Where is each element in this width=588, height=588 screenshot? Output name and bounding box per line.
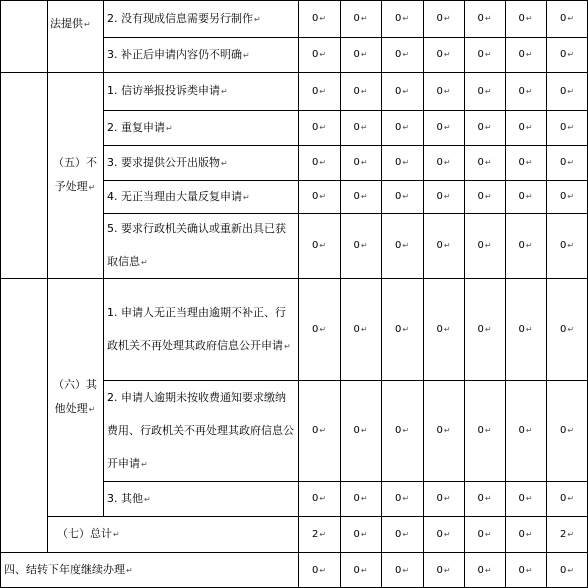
value-cell bbox=[298, 516, 340, 552]
paragraph-mark: ↵ bbox=[402, 123, 410, 132]
paragraph-mark: ↵ bbox=[402, 14, 410, 23]
grid-line-vertical bbox=[0, 0, 1, 588]
cell-value: 0 bbox=[353, 528, 360, 540]
row-label: 3. 要求提供公开出版物 bbox=[107, 155, 220, 169]
paragraph-mark: ↵ bbox=[319, 192, 327, 201]
cell-value: 0 bbox=[394, 564, 402, 576]
value-cell bbox=[464, 72, 505, 110]
paragraph-mark: ↵ bbox=[525, 123, 533, 132]
value-cell bbox=[423, 516, 464, 552]
cell-value: 0 bbox=[477, 49, 484, 60]
cell-value: 0 bbox=[311, 493, 319, 504]
paragraph-mark: ↵ bbox=[484, 494, 492, 503]
cell-value: 0 bbox=[518, 323, 525, 335]
cell-value: 0 bbox=[311, 122, 319, 133]
paragraph-mark: ↵ bbox=[141, 459, 148, 469]
paragraph-mark: ↵ bbox=[484, 529, 492, 539]
cell-value: 0 bbox=[477, 191, 484, 202]
value-cell bbox=[381, 145, 423, 180]
row-label-cell bbox=[103, 481, 298, 516]
value-cell bbox=[546, 552, 588, 588]
row-label-cell bbox=[103, 213, 298, 278]
paragraph-mark: ↵ bbox=[144, 494, 151, 504]
paragraph-mark: ↵ bbox=[402, 494, 410, 503]
value-cell bbox=[505, 213, 546, 278]
value-cell bbox=[464, 0, 505, 37]
value-cell bbox=[423, 180, 464, 213]
value-cell bbox=[505, 516, 546, 552]
paragraph-mark: ↵ bbox=[319, 426, 327, 435]
value-cell bbox=[546, 37, 588, 72]
cell-value: 0 bbox=[518, 85, 525, 97]
value-cell bbox=[381, 110, 423, 145]
value-cell bbox=[546, 0, 588, 37]
cell-value: 0 bbox=[518, 493, 525, 504]
cell-value: 2 bbox=[311, 528, 319, 540]
value-cell bbox=[423, 0, 464, 37]
value-cell bbox=[298, 0, 340, 37]
row-label: （七）总计 bbox=[57, 527, 112, 540]
paragraph-mark: ↵ bbox=[443, 324, 451, 334]
value-cell bbox=[298, 110, 340, 145]
group-label: （六）其他处理 bbox=[53, 377, 97, 415]
value-cell bbox=[340, 552, 381, 588]
paragraph-mark: ↵ bbox=[443, 50, 451, 59]
value-cell bbox=[298, 380, 340, 481]
value-cell bbox=[546, 110, 588, 145]
paragraph-mark: ↵ bbox=[443, 494, 451, 503]
value-cell bbox=[423, 481, 464, 516]
paragraph-mark: ↵ bbox=[525, 494, 533, 503]
paragraph-mark: ↵ bbox=[402, 324, 410, 334]
paragraph-mark: ↵ bbox=[402, 529, 410, 539]
cell-value: 0 bbox=[477, 122, 484, 133]
cell-value: 0 bbox=[311, 240, 319, 251]
cell-value: 0 bbox=[477, 13, 484, 24]
paragraph-mark: ↵ bbox=[84, 20, 91, 29]
paragraph-mark: ↵ bbox=[567, 86, 575, 96]
group-label: （五）不予处理 bbox=[53, 155, 97, 193]
value-cell bbox=[381, 481, 423, 516]
paragraph-mark: ↵ bbox=[319, 50, 327, 59]
value-cell bbox=[298, 481, 340, 516]
cell-value: 0 bbox=[436, 493, 443, 504]
value-cell bbox=[423, 552, 464, 588]
cell-value: 0 bbox=[311, 85, 319, 97]
paragraph-mark: ↵ bbox=[567, 192, 575, 201]
value-cell bbox=[423, 145, 464, 180]
cell-value: 0 bbox=[353, 493, 360, 504]
cell-value: 0 bbox=[436, 13, 443, 24]
paragraph-mark: ↵ bbox=[319, 494, 327, 503]
cell-value: 0 bbox=[394, 323, 402, 335]
paragraph-mark: ↵ bbox=[319, 529, 327, 539]
paragraph-mark: ↵ bbox=[484, 192, 492, 201]
row-label: 2. 申请人逾期未按收费通知要求缴纳费用、行政机关不再处理其政府信息公开申请 bbox=[107, 390, 294, 470]
paragraph-mark: ↵ bbox=[360, 86, 368, 96]
cell-value: 0 bbox=[394, 191, 402, 202]
value-cell bbox=[340, 145, 381, 180]
row-label: 2. 没有现成信息需要另行制作 bbox=[107, 11, 253, 25]
value-cell bbox=[505, 278, 546, 380]
value-cell bbox=[298, 278, 340, 380]
cell-value: 0 bbox=[518, 425, 525, 436]
cell-value: 0 bbox=[394, 240, 402, 251]
group-label-cell bbox=[47, 278, 103, 516]
paragraph-mark: ↵ bbox=[141, 258, 148, 267]
paragraph-mark: ↵ bbox=[525, 565, 533, 575]
paragraph-mark: ↵ bbox=[525, 50, 533, 59]
cell-value: 0 bbox=[559, 493, 567, 504]
paragraph-mark: ↵ bbox=[113, 530, 120, 539]
value-cell bbox=[505, 180, 546, 213]
cell-value: 0 bbox=[353, 157, 360, 168]
row-label-cell bbox=[103, 278, 298, 380]
paragraph-mark: ↵ bbox=[360, 529, 368, 539]
cell-value: 0 bbox=[436, 49, 443, 60]
paragraph-mark: ↵ bbox=[88, 404, 96, 414]
paragraph-mark: ↵ bbox=[484, 158, 492, 167]
paragraph-mark: ↵ bbox=[484, 241, 492, 250]
cell-value: 0 bbox=[559, 191, 567, 202]
cell-value: 0 bbox=[311, 564, 319, 576]
value-cell bbox=[464, 145, 505, 180]
cell-value: 0 bbox=[311, 425, 319, 436]
cell-value: 0 bbox=[394, 157, 402, 168]
value-cell bbox=[381, 0, 423, 37]
cell-value: 0 bbox=[353, 85, 360, 97]
row-label: 3. 补正后申请内容仍不明确 bbox=[107, 47, 242, 61]
value-cell bbox=[340, 0, 381, 37]
value-cell bbox=[423, 110, 464, 145]
value-cell bbox=[381, 552, 423, 588]
value-cell bbox=[546, 72, 588, 110]
cell-value: 0 bbox=[311, 191, 319, 202]
cell-value: 0 bbox=[353, 425, 360, 436]
cell-value: 0 bbox=[518, 157, 525, 168]
paragraph-mark: ↵ bbox=[88, 182, 96, 192]
value-cell bbox=[298, 37, 340, 72]
paragraph-mark: ↵ bbox=[360, 494, 368, 503]
paragraph-mark: ↵ bbox=[484, 426, 492, 435]
paragraph-mark: ↵ bbox=[166, 123, 173, 133]
cell-value: 0 bbox=[353, 240, 360, 251]
value-cell bbox=[423, 213, 464, 278]
value-cell bbox=[505, 72, 546, 110]
paragraph-mark: ↵ bbox=[360, 241, 368, 250]
paragraph-mark: ↵ bbox=[484, 565, 492, 575]
cell-value: 0 bbox=[477, 85, 484, 97]
paragraph-mark: ↵ bbox=[525, 241, 533, 250]
value-cell bbox=[381, 213, 423, 278]
cell-value: 0 bbox=[518, 191, 525, 202]
cell-value: 0 bbox=[394, 425, 402, 436]
paragraph-mark: ↵ bbox=[360, 426, 368, 435]
paragraph-mark: ↵ bbox=[402, 426, 410, 435]
value-cell bbox=[298, 72, 340, 110]
cell-value: 0 bbox=[353, 13, 360, 24]
value-cell bbox=[546, 380, 588, 481]
paragraph-mark: ↵ bbox=[484, 14, 492, 23]
cell-value: 0 bbox=[436, 85, 443, 97]
paragraph-mark: ↵ bbox=[284, 341, 291, 351]
value-cell bbox=[298, 145, 340, 180]
paragraph-mark: ↵ bbox=[443, 426, 451, 435]
row-label-cell bbox=[103, 110, 298, 145]
value-cell bbox=[546, 481, 588, 516]
paragraph-mark: ↵ bbox=[567, 241, 575, 250]
value-cell bbox=[546, 278, 588, 380]
paragraph-mark: ↵ bbox=[567, 123, 575, 132]
value-cell bbox=[464, 481, 505, 516]
value-cell bbox=[340, 180, 381, 213]
paragraph-mark: ↵ bbox=[319, 14, 327, 23]
paragraph-mark: ↵ bbox=[525, 86, 533, 96]
paragraph-mark: ↵ bbox=[567, 565, 575, 575]
paragraph-mark: ↵ bbox=[443, 529, 451, 539]
value-cell bbox=[340, 37, 381, 72]
cell-value: 0 bbox=[559, 13, 567, 24]
row-label-cell bbox=[103, 0, 298, 37]
cell-value: 0 bbox=[559, 240, 567, 251]
paragraph-mark: ↵ bbox=[567, 529, 575, 539]
paragraph-mark: ↵ bbox=[221, 87, 228, 96]
paragraph-mark: ↵ bbox=[525, 158, 533, 167]
paragraph-mark: ↵ bbox=[484, 324, 492, 334]
paragraph-mark: ↵ bbox=[319, 324, 327, 334]
cell-value: 0 bbox=[353, 191, 360, 202]
paragraph-mark: ↵ bbox=[319, 86, 327, 96]
cell-value: 0 bbox=[353, 564, 360, 576]
paragraph-mark: ↵ bbox=[319, 565, 327, 575]
paragraph-mark: ↵ bbox=[567, 324, 575, 334]
paragraph-mark: ↵ bbox=[567, 14, 575, 23]
paragraph-mark: ↵ bbox=[484, 50, 492, 59]
value-cell bbox=[464, 37, 505, 72]
row-label: 5. 要求行政机关确认或重新出具已获取信息 bbox=[107, 222, 286, 268]
paragraph-mark: ↵ bbox=[402, 192, 410, 201]
cell-value: 0 bbox=[436, 157, 443, 168]
cell-value: 0 bbox=[559, 49, 567, 60]
paragraph-mark: ↵ bbox=[360, 324, 368, 334]
paragraph-mark: ↵ bbox=[402, 241, 410, 250]
paragraph-mark: ↵ bbox=[443, 14, 451, 23]
cell-value: 0 bbox=[353, 122, 360, 133]
paragraph-mark: ↵ bbox=[360, 565, 368, 575]
paragraph-mark: ↵ bbox=[525, 426, 533, 435]
paragraph-mark: ↵ bbox=[525, 324, 533, 334]
row-label: 1. 信访举报投诉类申请 bbox=[107, 84, 220, 97]
value-cell bbox=[505, 481, 546, 516]
cell-value: 0 bbox=[394, 122, 402, 133]
paragraph-mark: ↵ bbox=[243, 50, 250, 60]
paragraph-mark: ↵ bbox=[484, 123, 492, 132]
value-cell bbox=[381, 278, 423, 380]
paragraph-mark: ↵ bbox=[567, 158, 575, 167]
row-label-cell bbox=[103, 180, 298, 213]
cell-value: 0 bbox=[394, 493, 402, 504]
paragraph-mark: ↵ bbox=[443, 192, 451, 201]
value-cell bbox=[546, 213, 588, 278]
cell-value: 0 bbox=[394, 13, 402, 24]
paragraph-mark: ↵ bbox=[525, 14, 533, 23]
value-cell bbox=[340, 110, 381, 145]
row-label-cell bbox=[0, 552, 298, 588]
value-cell bbox=[381, 380, 423, 481]
value-cell bbox=[423, 380, 464, 481]
value-cell bbox=[381, 37, 423, 72]
value-cell bbox=[423, 278, 464, 380]
row-label-cell bbox=[103, 145, 298, 180]
paragraph-mark: ↵ bbox=[402, 158, 410, 167]
paragraph-mark: ↵ bbox=[243, 192, 250, 202]
value-cell bbox=[546, 180, 588, 213]
paragraph-mark: ↵ bbox=[525, 529, 533, 539]
value-cell bbox=[381, 72, 423, 110]
value-cell bbox=[464, 180, 505, 213]
cell-value: 0 bbox=[559, 564, 567, 576]
value-cell bbox=[464, 516, 505, 552]
cell-value: 0 bbox=[353, 49, 360, 60]
value-cell bbox=[505, 145, 546, 180]
paragraph-mark: ↵ bbox=[402, 50, 410, 59]
value-cell bbox=[340, 213, 381, 278]
paragraph-mark: ↵ bbox=[443, 241, 451, 250]
cell-value: 0 bbox=[518, 49, 525, 60]
cell-value: 0 bbox=[559, 425, 567, 436]
value-cell bbox=[464, 110, 505, 145]
cell-value: 0 bbox=[518, 240, 525, 251]
cell-value: 0 bbox=[311, 157, 319, 168]
paragraph-mark: ↵ bbox=[319, 123, 327, 132]
group-label-cell bbox=[47, 0, 103, 72]
cell-value: 0 bbox=[436, 323, 443, 335]
cell-value: 0 bbox=[311, 323, 319, 335]
value-cell bbox=[546, 145, 588, 180]
value-cell bbox=[464, 278, 505, 380]
paragraph-mark: ↵ bbox=[443, 158, 451, 167]
cell-value: 0 bbox=[436, 425, 443, 436]
value-cell bbox=[505, 552, 546, 588]
value-cell bbox=[340, 516, 381, 552]
paragraph-mark: ↵ bbox=[567, 494, 575, 503]
value-cell bbox=[340, 278, 381, 380]
value-cell bbox=[381, 180, 423, 213]
row-label: 1. 申请人无正当理由逾期不补正、行政机关不再处理其政府信息公开申请 bbox=[107, 305, 286, 352]
value-cell bbox=[464, 213, 505, 278]
value-cell bbox=[423, 37, 464, 72]
paragraph-mark: ↵ bbox=[360, 123, 368, 132]
paragraph-mark: ↵ bbox=[567, 50, 575, 59]
value-cell bbox=[505, 110, 546, 145]
cell-value: 0 bbox=[559, 323, 567, 335]
row-label: 4. 无正当理由大量反复申请 bbox=[107, 189, 242, 203]
cell-value: 0 bbox=[394, 49, 402, 60]
cell-value: 2 bbox=[559, 528, 567, 540]
paragraph-mark: ↵ bbox=[443, 123, 451, 132]
value-cell bbox=[298, 213, 340, 278]
row-label: 2. 重复申请 bbox=[107, 120, 165, 134]
value-cell bbox=[546, 516, 588, 552]
cell-value: 0 bbox=[559, 122, 567, 133]
cell-value: 0 bbox=[477, 564, 484, 576]
group-label: 法提供 bbox=[50, 17, 83, 30]
value-cell bbox=[298, 552, 340, 588]
paragraph-mark: ↵ bbox=[319, 241, 327, 250]
cell-value: 0 bbox=[436, 122, 443, 133]
paragraph-mark: ↵ bbox=[360, 192, 368, 201]
cell-value: 0 bbox=[436, 240, 443, 251]
paragraph-mark: ↵ bbox=[525, 192, 533, 201]
row-label-cell bbox=[103, 37, 298, 72]
value-cell bbox=[340, 72, 381, 110]
cell-value: 0 bbox=[311, 49, 319, 60]
paragraph-mark: ↵ bbox=[254, 14, 261, 24]
value-cell bbox=[464, 552, 505, 588]
cell-value: 0 bbox=[477, 323, 484, 335]
row-label: 四、结转下年度继续办理 bbox=[4, 563, 125, 576]
paragraph-mark: ↵ bbox=[360, 158, 368, 167]
paragraph-mark: ↵ bbox=[484, 86, 492, 96]
row-label-cell bbox=[47, 516, 298, 552]
cell-value: 0 bbox=[353, 323, 360, 335]
paragraph-mark: ↵ bbox=[402, 86, 410, 96]
cell-value: 0 bbox=[477, 240, 484, 251]
row-label-cell bbox=[103, 72, 298, 110]
row-label: 3. 其他 bbox=[107, 491, 143, 505]
value-cell bbox=[423, 72, 464, 110]
row-label-cell bbox=[103, 380, 298, 481]
cell-value: 0 bbox=[559, 85, 567, 97]
cell-value: 0 bbox=[436, 564, 443, 576]
value-cell bbox=[340, 481, 381, 516]
cell-value: 0 bbox=[436, 528, 443, 540]
paragraph-mark: ↵ bbox=[126, 566, 133, 575]
cell-value: 0 bbox=[394, 528, 402, 540]
cell-value: 0 bbox=[477, 528, 484, 540]
cell-value: 0 bbox=[518, 528, 525, 540]
paragraph-mark: ↵ bbox=[221, 158, 228, 168]
paragraph-mark: ↵ bbox=[402, 565, 410, 575]
paragraph-mark: ↵ bbox=[319, 158, 327, 167]
value-cell bbox=[381, 516, 423, 552]
value-cell bbox=[298, 180, 340, 213]
value-cell bbox=[505, 0, 546, 37]
group-label-cell bbox=[47, 72, 103, 278]
cell-value: 0 bbox=[394, 85, 402, 97]
paragraph-mark: ↵ bbox=[567, 426, 575, 435]
value-cell bbox=[340, 380, 381, 481]
cell-value: 0 bbox=[477, 425, 484, 436]
cell-value: 0 bbox=[518, 122, 525, 133]
paragraph-mark: ↵ bbox=[443, 86, 451, 96]
cell-value: 0 bbox=[518, 564, 525, 576]
cell-value: 0 bbox=[436, 191, 443, 202]
value-cell bbox=[505, 37, 546, 72]
cell-value: 0 bbox=[518, 13, 525, 24]
paragraph-mark: ↵ bbox=[360, 14, 368, 23]
cell-value: 0 bbox=[311, 13, 319, 24]
value-cell bbox=[505, 380, 546, 481]
value-cell bbox=[464, 380, 505, 481]
cell-value: 0 bbox=[477, 157, 484, 168]
cell-value: 0 bbox=[477, 493, 484, 504]
paragraph-mark: ↵ bbox=[360, 50, 368, 59]
cell-value: 0 bbox=[559, 157, 567, 168]
paragraph-mark: ↵ bbox=[443, 565, 451, 575]
